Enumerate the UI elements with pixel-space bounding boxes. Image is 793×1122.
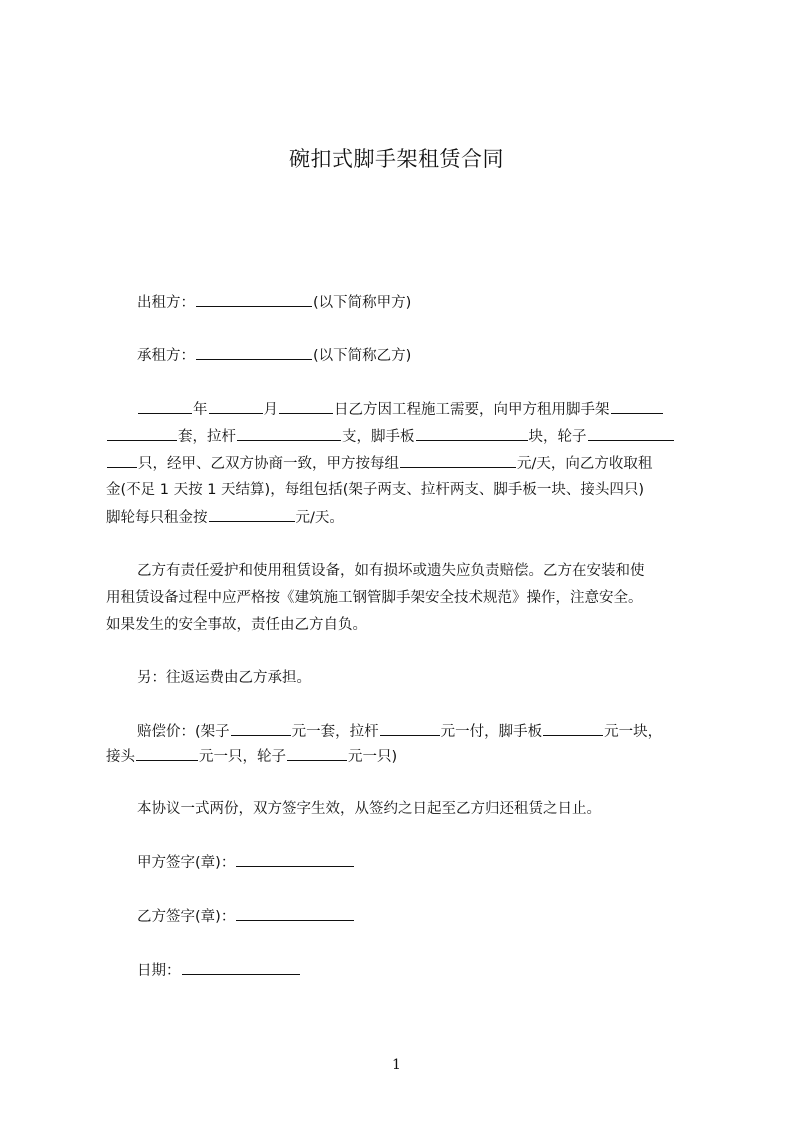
month-blank[interactable] (209, 399, 263, 414)
party-a-signature-line (137, 852, 355, 873)
party-b-signature-line (137, 906, 355, 927)
compensation-board-blank[interactable] (543, 721, 603, 736)
compensation-joint-label: 接头 (106, 749, 135, 765)
compensation-wheel-blank[interactable] (287, 746, 347, 761)
party-a-signature-label: 甲方签字(章)： (137, 855, 236, 871)
rental-terms-line-5 (106, 507, 344, 528)
compensation-tie-rod-label: 元一套，拉杆 (291, 724, 379, 740)
date-line (137, 960, 301, 981)
lessor-line (137, 292, 411, 313)
page-number: 1 (392, 1057, 401, 1073)
scaffold-sets-blank[interactable] (611, 399, 663, 414)
party-b-signature-blank[interactable] (236, 906, 354, 921)
lessee-line (137, 345, 411, 366)
scaffold-sets-blank-cont[interactable] (107, 426, 177, 441)
yuan-per-day-text: 元/天，向乙方收取租 (517, 456, 653, 472)
month-label: 月 (263, 402, 278, 418)
wheel-blank[interactable] (588, 426, 674, 441)
blocks-wheel-label: 块，轮子 (528, 429, 587, 445)
wheel-rent-blank[interactable] (209, 507, 295, 522)
freight-clause: 另：往返运费由乙方承担。 (137, 670, 311, 686)
document-title: 碗扣式脚手架租赁合同 (289, 147, 504, 171)
responsibility-line-3: 如果发生的安全事故，责任由乙方自负。 (106, 617, 367, 633)
year-label: 年 (193, 402, 208, 418)
rental-terms-line-1 (137, 399, 664, 420)
agreement-clause: 本协议一式两份，双方签字生效，从签约之日起至乙方归还租赁之日止。 (137, 801, 601, 817)
day-blank[interactable] (279, 399, 333, 414)
compensation-tie-rod-blank[interactable] (380, 721, 440, 736)
rental-terms-line-3 (106, 453, 652, 474)
lessee-name-blank[interactable] (196, 345, 312, 360)
pieces-board-label: 支，脚手板 (342, 429, 415, 445)
responsibility-line-2: 用租赁设备过程中应严格按《建筑施工钢管脚手架安全技术规范》操作，注意安全。 (106, 590, 643, 606)
date-blank[interactable] (182, 960, 300, 975)
lessor-note: (以下简称甲方) (313, 295, 412, 311)
group-contents-text: 金(不足 1 天按 1 天结算)，每组包括(架子两支、拉杆两支、脚手板一块、接头四只) (106, 482, 645, 498)
lessee-note: (以下简称乙方) (313, 348, 412, 364)
party-b-signature-label: 乙方签字(章)： (137, 909, 236, 925)
rental-terms-line-2 (106, 426, 675, 447)
wheel-rent-text: 脚轮每只租金按 (106, 510, 208, 526)
compensation-scaffold-label: 赔偿价：(架子 (137, 724, 230, 740)
year-blank[interactable] (138, 399, 192, 414)
rental-intro-text: 日乙方因工程施工需要，向甲方租用脚手架 (334, 402, 610, 418)
sets-tie-rod-label: 套，拉杆 (178, 429, 236, 445)
price-per-group-blank[interactable] (400, 453, 516, 468)
compensation-wheel-unit: 元一只) (348, 749, 398, 765)
compensation-wheel-label: 元一只，轮子 (199, 749, 286, 765)
wheel-rent-unit: 元/天。 (295, 510, 344, 526)
compensation-scaffold-blank[interactable] (231, 721, 291, 736)
board-blank[interactable] (416, 426, 528, 441)
lessee-label: 承租方： (137, 348, 195, 364)
responsibility-line-1: 乙方有责任爱护和使用租赁设备，如有损坏或遗失应负责赔偿。乙方在安装和使 (137, 563, 645, 579)
compensation-line-1 (137, 721, 662, 742)
lessor-name-blank[interactable] (196, 292, 312, 307)
compensation-board-label: 元一付，脚手板 (440, 724, 543, 740)
tie-rod-blank[interactable] (237, 426, 341, 441)
wheel-blank-cont[interactable] (107, 453, 137, 468)
lessor-label: 出租方： (137, 295, 195, 311)
party-a-signature-blank[interactable] (236, 852, 354, 867)
compensation-line-2 (106, 746, 397, 767)
per-group-text: 只，经甲、乙双方协商一致，甲方按每组 (138, 456, 399, 472)
rental-terms-line-4 (106, 480, 644, 500)
date-label: 日期： (137, 963, 181, 979)
compensation-joint-blank[interactable] (136, 746, 198, 761)
compensation-board-unit: 元一块， (604, 724, 663, 740)
